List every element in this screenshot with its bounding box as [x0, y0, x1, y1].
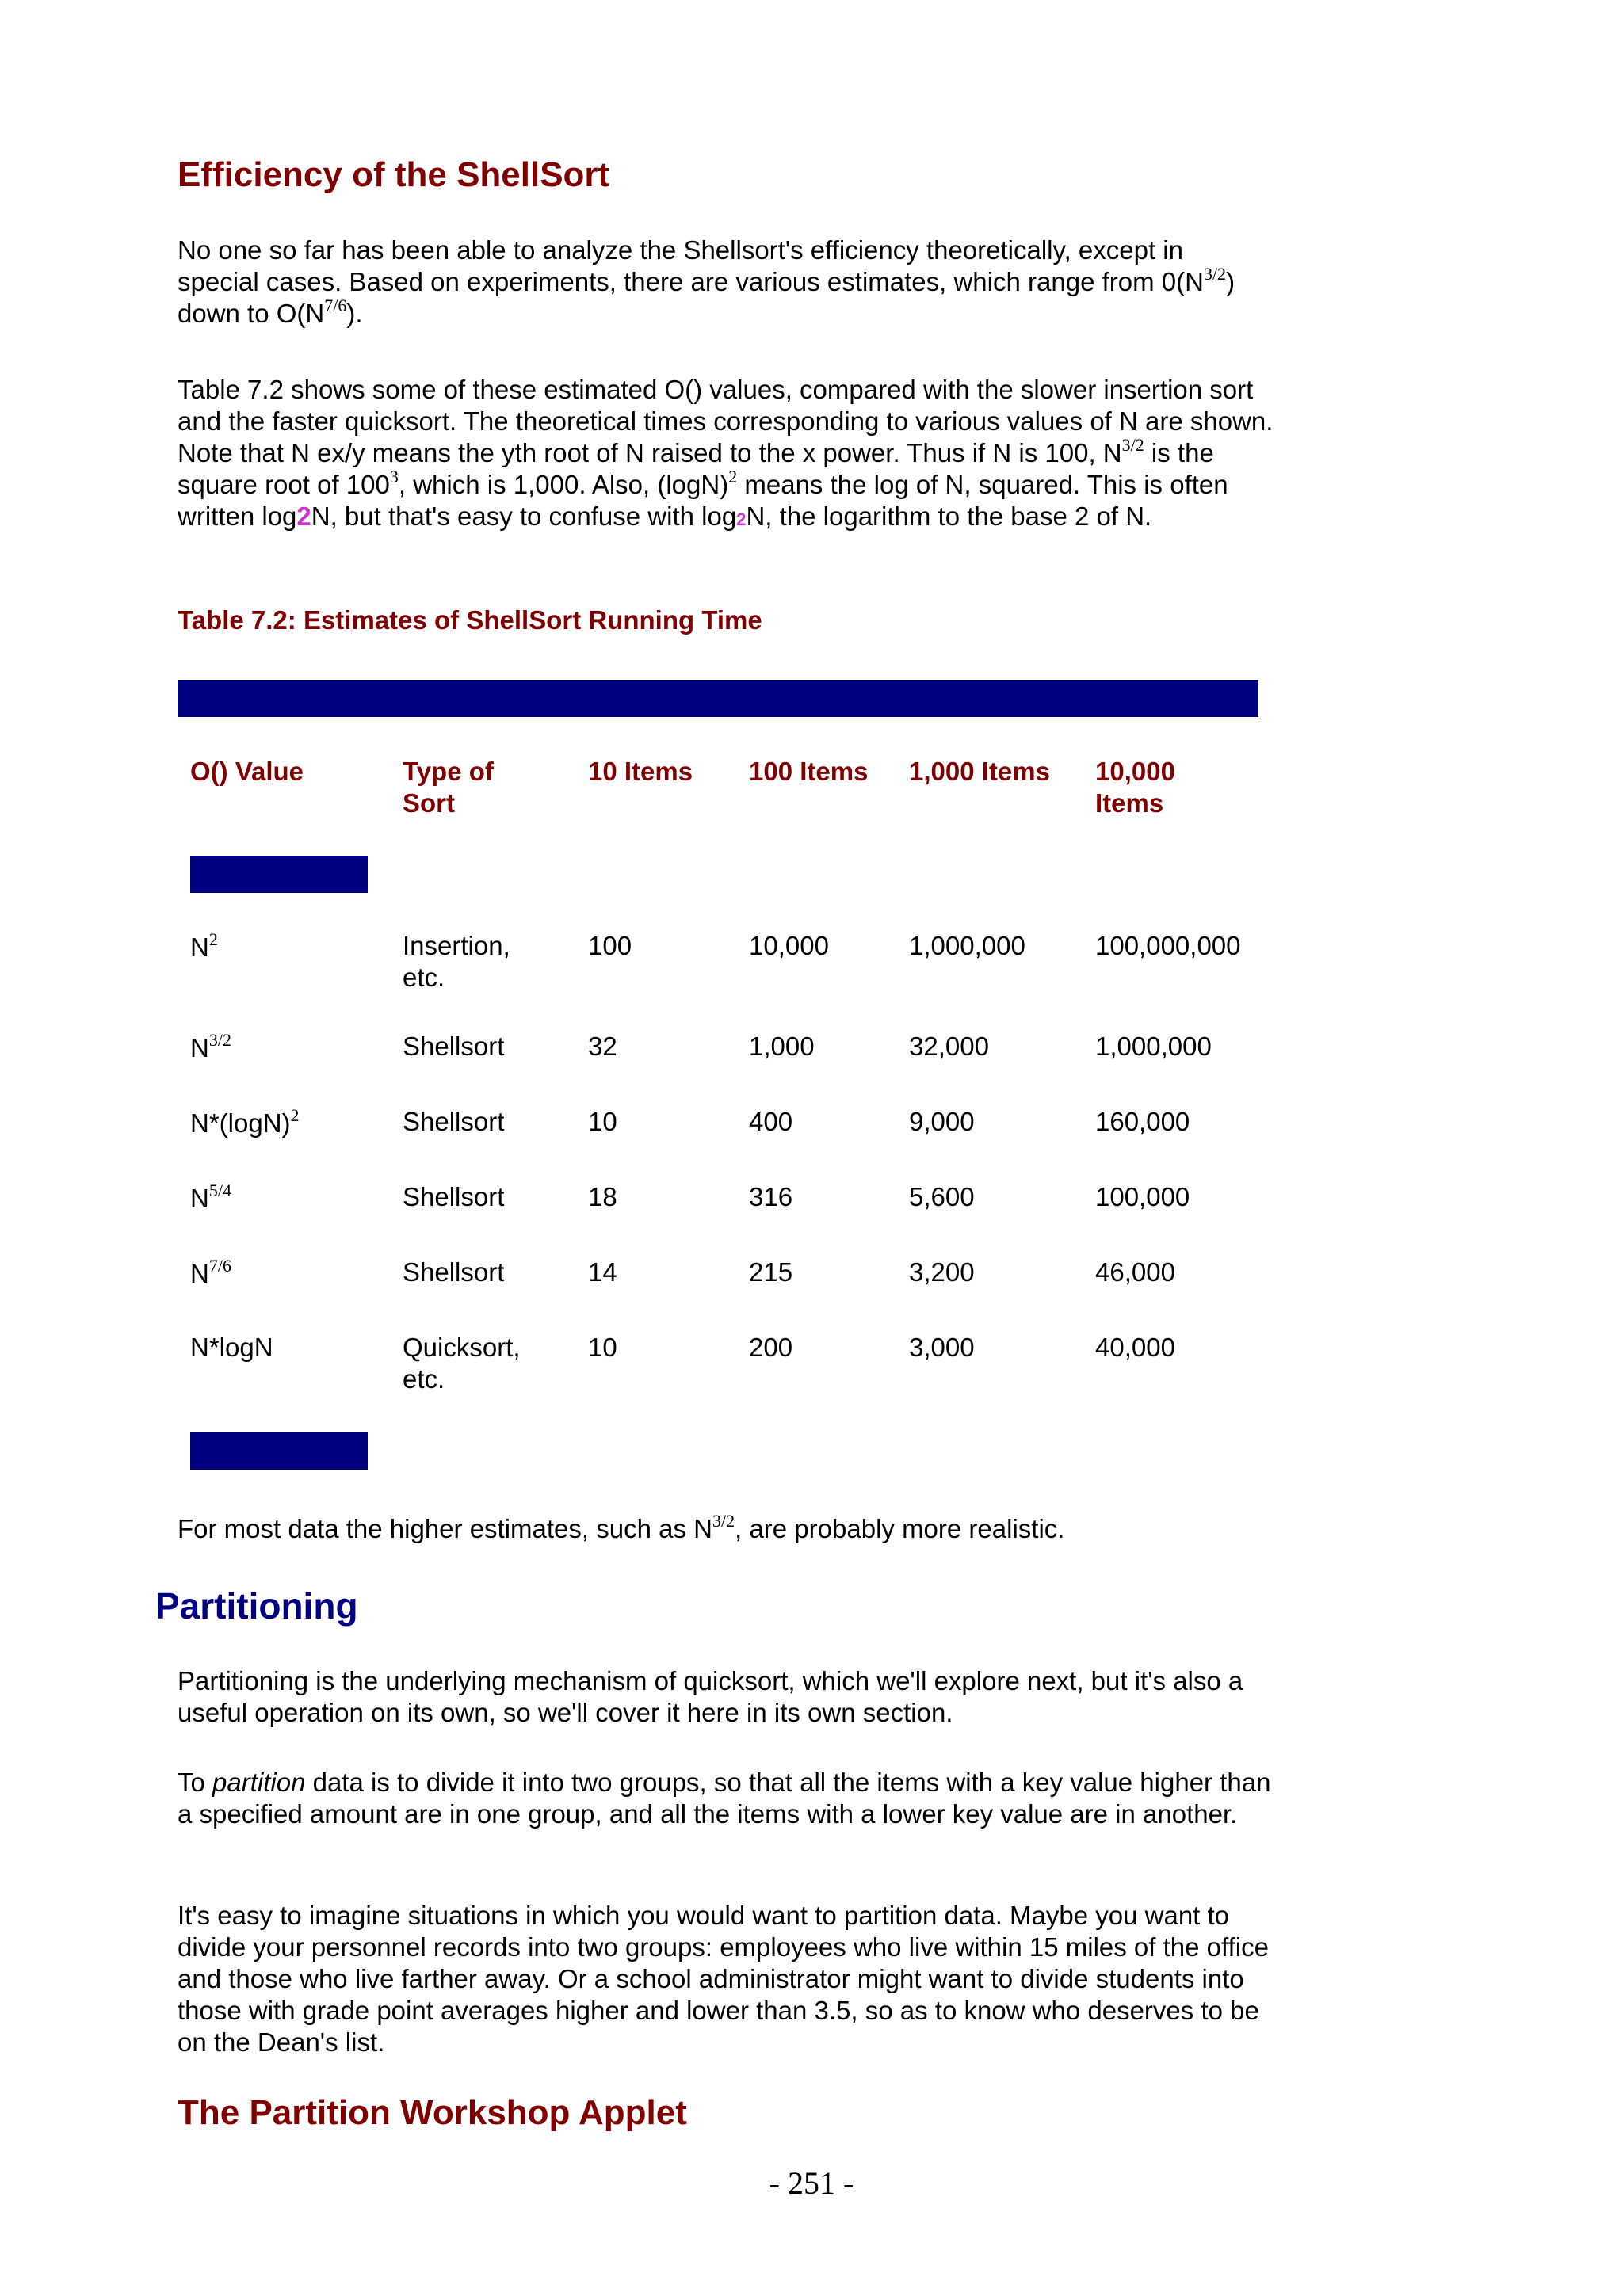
header-100-items: 100 Items [749, 757, 869, 786]
superscript: 7/6 [208, 1256, 231, 1276]
cell-type: Shellsort [403, 1032, 505, 1061]
paragraph-partitioning-intro: Partitioning is the underlying mechanism of quicksort, which we'll explore next, but it's also a useful operation on its own, so we'll cover it here in its own section. [178, 1666, 1243, 1727]
cell-1000: 5,600 [909, 1182, 975, 1211]
paragraph-intro [178, 235, 1271, 330]
text: N [190, 1033, 209, 1062]
text: Table 7.2 shows some of these estimated O() values, compared with the slower insertion sort and the faster quicksort. The theoretical times corresponding to various values of N are shown. Note that N ex/y means the yth root of N raised to the x power. Thus if N is 100, N [178, 375, 1274, 467]
text: , are probably more realistic. [735, 1514, 1065, 1543]
header-10-items: 10 Items [588, 757, 693, 786]
cell-o-value [190, 1258, 231, 1290]
text: No one so far has been able to analyze the Shellsort's efficiency theoretically, except in special cases. Based on experiments, there are various estimates, which range from 0(N [178, 235, 1204, 296]
text: N [190, 1184, 209, 1213]
header-1000-items: 1,000 Items [909, 757, 1050, 786]
cell-100: 400 [749, 1107, 793, 1136]
superscript: 7/6 [324, 296, 347, 315]
cell-10000: 100,000 [1095, 1182, 1190, 1211]
superscript: 3/2 [1121, 435, 1144, 455]
cell-type: Insertion, etc. [403, 931, 510, 992]
cell-10: 100 [588, 931, 632, 960]
text: N*logN [190, 1333, 273, 1362]
text: N, the logarithm to the base 2 of N. [746, 502, 1152, 531]
superscript: 2 [290, 1105, 300, 1125]
cell-1000: 3,200 [909, 1257, 975, 1287]
cell-o-value [190, 1032, 231, 1064]
cell-10: 10 [588, 1107, 617, 1136]
paragraph-partition-definition [178, 1767, 1287, 1830]
text: N, but that's easy to confuse with log [311, 502, 737, 531]
header-10000-items: 10,000 Items [1095, 757, 1175, 818]
text: N [190, 933, 209, 962]
subscript-mark-small: 2 [736, 509, 747, 529]
page-number: - 251 - [769, 2165, 854, 2201]
cell-10000: 100,000,000 [1095, 931, 1241, 960]
header-o-value: O() Value [190, 757, 304, 786]
superscript: 2 [728, 467, 738, 486]
superscript: 5/4 [208, 1180, 231, 1200]
cell-o-value [190, 1332, 273, 1363]
cell-10: 18 [588, 1182, 617, 1211]
table-top-bar [178, 680, 1258, 717]
cell-1000: 3,000 [909, 1333, 975, 1362]
table-caption: Table 7.2: Estimates of ShellSort Running Time [178, 605, 762, 635]
heading-partition-applet: The Partition Workshop Applet [178, 2093, 687, 2132]
cell-type: Shellsort [403, 1182, 505, 1211]
cell-1000: 1,000,000 [909, 931, 1025, 960]
cell-1000: 32,000 [909, 1032, 989, 1061]
superscript: 2 [208, 929, 218, 949]
cell-10000: 40,000 [1095, 1333, 1175, 1362]
heading-partitioning: Partitioning [155, 1585, 358, 1627]
paragraph-partition-examples: It's easy to imagine situations in which you would want to partition data. Maybe you want to divide your personnel records into two groups: employees who live within 15 miles of the office and those who live farther away. Or a school administrator might want to divide students into those with grade point averages higher and lower than 3.5, so as to know who deserves to be on the Dean's list. [178, 1901, 1269, 2057]
cell-10000: 1,000,000 [1095, 1032, 1212, 1061]
text: means the log of N, squared. This is often written log [178, 470, 1228, 531]
subscript-mark-large: 2 [296, 502, 311, 531]
text: For most data the higher estimates, such as N [178, 1514, 712, 1543]
text: is the square root of 100 [178, 438, 1214, 499]
cell-1000: 9,000 [909, 1107, 975, 1136]
cell-type: Shellsort [403, 1257, 505, 1287]
heading-efficiency: Efficiency of the ShellSort [178, 155, 610, 194]
cell-o-value [190, 1180, 231, 1215]
text: , which is 1,000. Also, (logN) [398, 470, 729, 499]
cell-10000: 160,000 [1095, 1107, 1190, 1136]
text: N [190, 1259, 209, 1288]
header-type-of-sort: Type of Sort [403, 757, 494, 818]
cell-type: Quicksort, etc. [403, 1333, 521, 1394]
text: N*(logN) [190, 1108, 291, 1138]
text: data is to divide it into two groups, so that all the items with a key value higher than a specified amount are in one group, and all the items with a lower key value are in another. [178, 1768, 1271, 1829]
superscript: 3/2 [208, 1030, 231, 1050]
superscript: 3 [389, 467, 399, 486]
cell-100: 215 [749, 1257, 793, 1287]
cell-type: Shellsort [403, 1107, 505, 1136]
text: ) down to O(N [178, 267, 1235, 328]
superscript: 3/2 [712, 1511, 735, 1531]
superscript: 3/2 [1203, 264, 1227, 284]
cell-100: 200 [749, 1333, 793, 1362]
cell-10: 10 [588, 1333, 617, 1362]
table-bottom-bar [190, 1432, 368, 1470]
cell-o-value [190, 929, 218, 963]
cell-o-value [190, 1105, 300, 1139]
text: To [178, 1768, 213, 1797]
emphasis: partition [212, 1768, 306, 1797]
cell-100: 316 [749, 1182, 793, 1211]
paragraph-realistic [178, 1513, 1271, 1545]
cell-100: 10,000 [749, 931, 829, 960]
paragraph-table-explanation [178, 374, 1287, 536]
cell-10000: 46,000 [1095, 1257, 1175, 1287]
cell-10: 14 [588, 1257, 617, 1287]
cell-10: 32 [588, 1032, 617, 1061]
text: ). [346, 299, 363, 328]
table-mid-bar [190, 856, 368, 893]
cell-100: 1,000 [749, 1032, 815, 1061]
